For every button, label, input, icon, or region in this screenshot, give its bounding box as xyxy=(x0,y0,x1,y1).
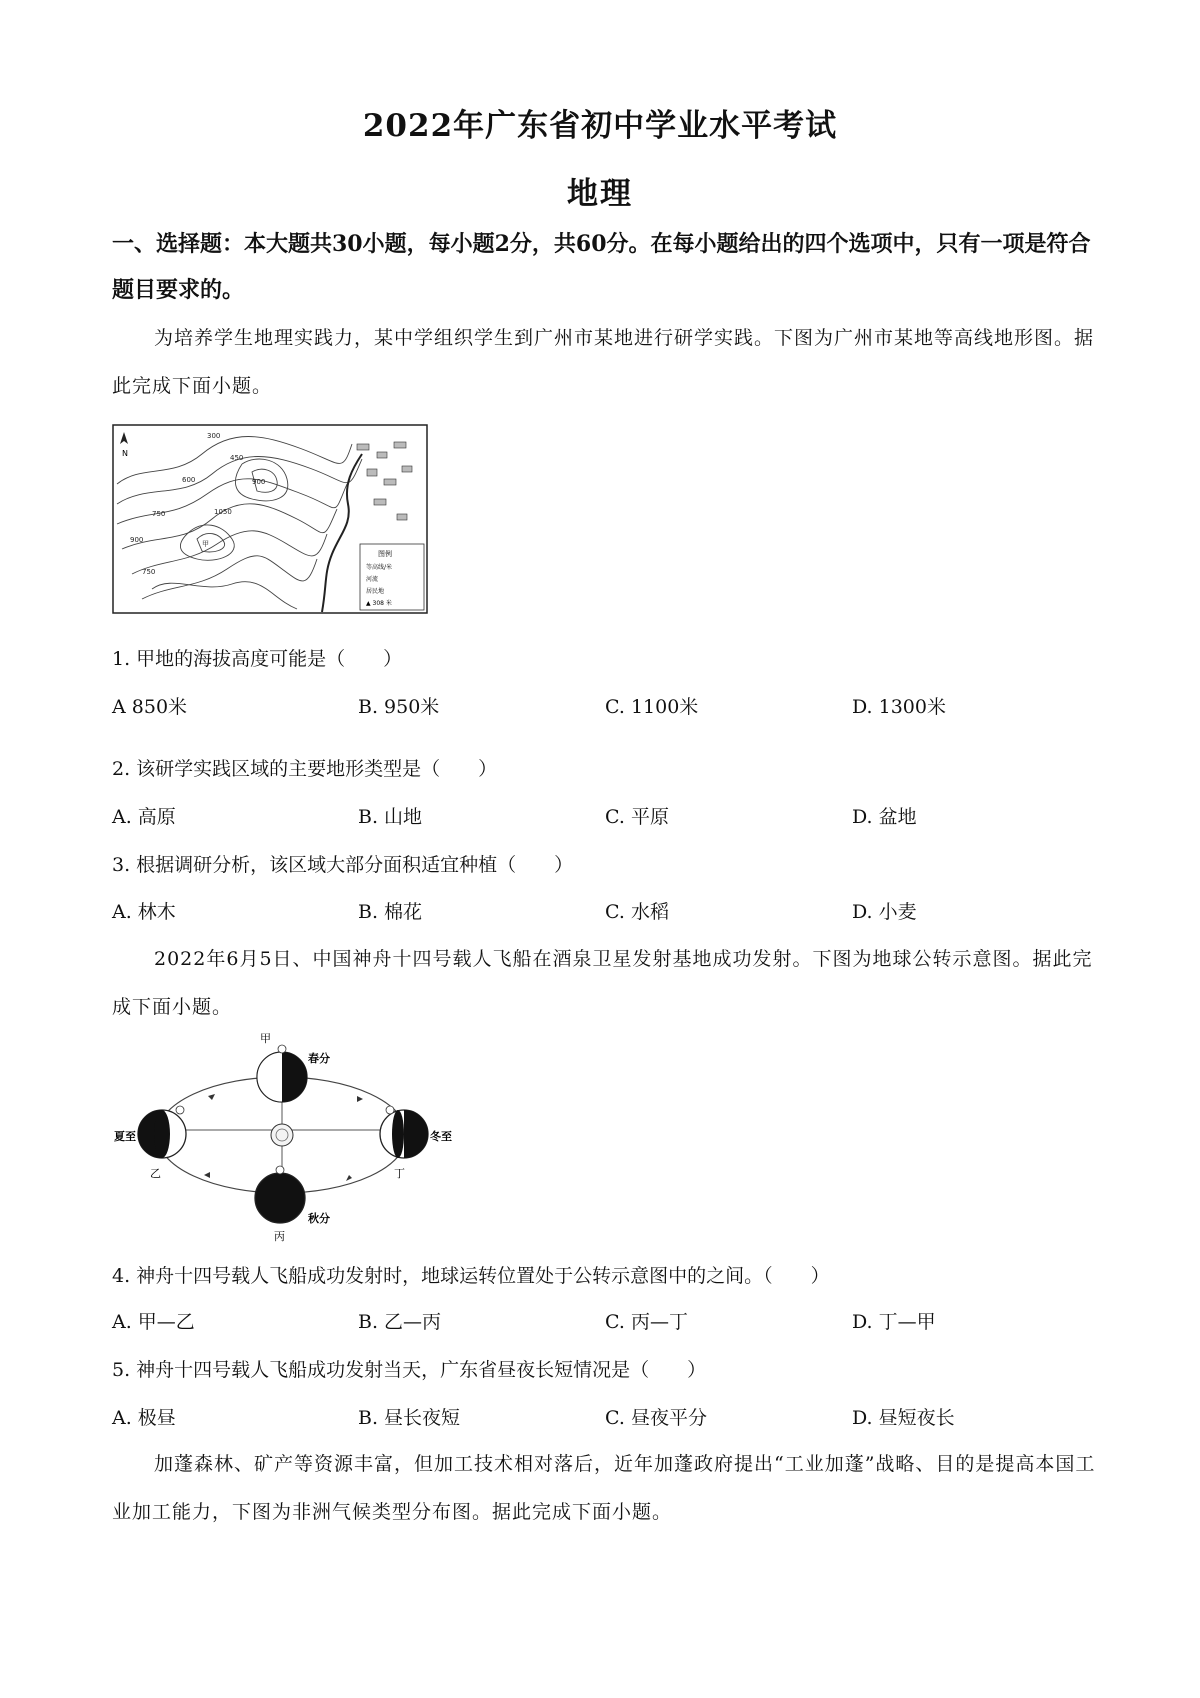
legend-item: 河流 xyxy=(366,576,379,583)
subject-title: 地理 xyxy=(567,176,633,212)
earth-bing xyxy=(255,1166,305,1223)
q4-option-b: B. 乙—丙 xyxy=(358,1311,442,1333)
passage-1: 为培养学生地理实践力，某中学组织学生到广州市某地进行研学实践。下图为广州市某地等高线地形图。据此完成下面小题。 xyxy=(112,327,1095,397)
question-3-stem: 3. 根据调研分析，该区域大部分面积适宜种植（ ） xyxy=(112,854,574,876)
q1-option-a: A 850米 xyxy=(112,696,188,718)
legend-item: 居民地 xyxy=(366,588,385,595)
sun-icon xyxy=(271,1124,293,1146)
q5-option-d: D. 昼短夜长 xyxy=(852,1407,955,1429)
question-4-stem: 4. 神舟十四号载人飞船成功发射时，地球运转位置处于公转示意图中的之间。（ ） xyxy=(112,1265,830,1287)
q1-option-d: D. 1300米 xyxy=(852,696,946,718)
contour-label: 1050 xyxy=(214,508,232,516)
contour-label: 450 xyxy=(230,454,244,462)
q5-option-a: A. 极昼 xyxy=(112,1407,176,1429)
q2-option-d: D. 盆地 xyxy=(852,806,917,828)
earth-yi xyxy=(138,1106,186,1158)
q4-option-d: D. 丁—甲 xyxy=(852,1311,936,1333)
q3-option-b: B. 棉花 xyxy=(358,901,423,923)
q3-option-d: D. 小麦 xyxy=(852,901,917,923)
q3-option-c: C. 水稻 xyxy=(605,901,669,923)
q5-option-c: C. 昼夜平分 xyxy=(605,1407,707,1429)
exam-title: 2022年广东省初中学业水平考试 xyxy=(362,108,838,144)
question-2-stem: 2. 该研学实践区域的主要地形类型是（ ） xyxy=(112,758,498,780)
point-jia-label: 甲 xyxy=(202,540,209,548)
label-jia: 甲 xyxy=(260,1032,271,1045)
earth-jia xyxy=(257,1045,307,1102)
map-legend xyxy=(360,544,424,610)
earth-orbit-figure xyxy=(112,1030,452,1249)
contour-label: 750 xyxy=(142,568,156,576)
legend-item: 等高线/米 xyxy=(366,564,393,571)
q2-option-c: C. 平原 xyxy=(605,806,669,828)
q2-option-a: A. 高原 xyxy=(112,806,176,828)
label-bing: 丙 xyxy=(274,1230,285,1243)
question-1-stem: 1. 甲地的海拔高度可能是（ ） xyxy=(112,648,403,670)
contour-label: 600 xyxy=(182,476,196,484)
q1-option-b: B. 950米 xyxy=(358,696,440,718)
question-5-stem: 5. 神舟十四号载人飞船成功发射当天，广东省昼夜长短情况是（ ） xyxy=(112,1359,707,1381)
earth-ding xyxy=(380,1106,428,1158)
contour-label: 900 xyxy=(252,478,266,486)
legend-title: 图例 xyxy=(378,550,392,558)
label-dongzhi: 冬至 xyxy=(430,1130,452,1143)
contour-map xyxy=(112,424,428,614)
contour-label: 900 xyxy=(130,536,144,544)
earth-orbit-diagram xyxy=(112,1030,452,1245)
passage-2: 2022年6月5日、中国神舟十四号载人飞船在酒泉卫星发射基地成功发射。下图为地球公转示意图。据此完成下面小题。 xyxy=(112,948,1093,1018)
legend-item: ▲ 308 米 xyxy=(366,600,392,607)
section-heading: 一、选择题：本大题共30小题，每小题2分，共60分。在每小题给出的四个选项中，只有一项是符合题目要求的。 xyxy=(112,231,1091,303)
q5-option-b: B. 昼长夜短 xyxy=(358,1407,461,1429)
label-xiazhi: 夏至 xyxy=(114,1130,136,1143)
contour-map-figure xyxy=(112,424,428,618)
q3-option-a: A. 林木 xyxy=(112,901,176,923)
q4-option-c: C. 丙—丁 xyxy=(605,1311,688,1333)
contour-label: 300 xyxy=(207,432,221,440)
label-yi: 乙 xyxy=(150,1167,161,1180)
q2-option-b: B. 山地 xyxy=(358,806,423,828)
q4-option-a: A. 甲—乙 xyxy=(112,1311,195,1333)
north-label: N xyxy=(122,449,128,458)
q1-option-c: C. 1100米 xyxy=(605,696,699,718)
label-qiufen: 秋分 xyxy=(308,1212,330,1225)
contour-label: 750 xyxy=(152,510,166,518)
passage-3: 加蓬森林、矿产等资源丰富，但加工技术相对落后，近年加蓬政府提出“工业加蓬”战略、目的是提高本国工业加工能力，下图为非洲气候类型分布图。据此完成下面小题。 xyxy=(112,1453,1096,1523)
label-chunfen: 春分 xyxy=(308,1052,330,1065)
label-ding: 丁 xyxy=(394,1167,405,1180)
